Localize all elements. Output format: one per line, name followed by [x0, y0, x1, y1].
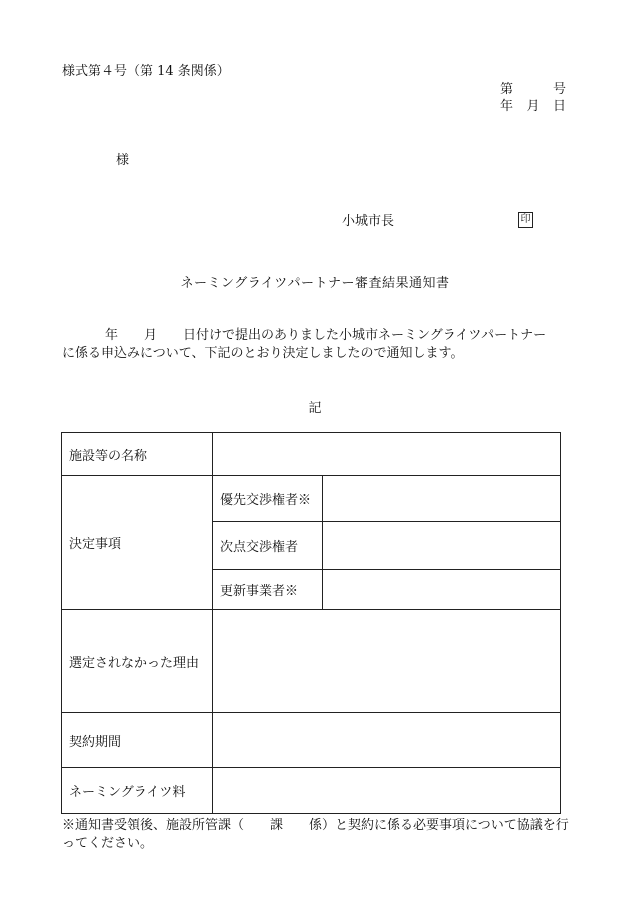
table-row: [62, 713, 561, 768]
priority-negotiator-field[interactable]: [323, 476, 561, 522]
result-table: [61, 432, 561, 814]
date-year: 年: [500, 99, 514, 114]
table-row: [62, 768, 561, 814]
renewal-operator-label: 更新事業者※: [213, 570, 323, 610]
body-year: 年: [105, 328, 119, 343]
document-number: [500, 82, 566, 98]
facility-name-label: 施設等の名称: [62, 433, 213, 476]
form-number: 様式第４号（第 14 条関係）: [62, 64, 230, 79]
decision-label: 決定事項: [62, 476, 213, 610]
table-row: [62, 610, 561, 713]
addressee-honorific: 様: [116, 153, 130, 168]
footnote: ※通知書受領後、施設所管課（ 課 係）と契約に係る必要事項について協議を行ってください。: [62, 818, 569, 851]
date-day: 日: [552, 99, 566, 114]
notice-body: [62, 327, 567, 363]
ki-heading: 記: [308, 401, 322, 416]
issue-date: [500, 99, 566, 115]
document-number-prefix: 第: [500, 82, 514, 97]
seal-mark: 印: [518, 212, 533, 228]
facility-name-field[interactable]: [213, 433, 561, 476]
reason-not-selected-field[interactable]: [213, 610, 561, 713]
issuer-name: 小城市長: [342, 214, 395, 229]
reason-not-selected-label: 選定されなかった理由: [62, 610, 213, 713]
naming-rights-fee-field[interactable]: [213, 768, 561, 814]
secondary-negotiator-field[interactable]: [323, 522, 561, 570]
secondary-negotiator-label: 次点交渉権者: [213, 522, 323, 570]
document-number-suffix: 号: [552, 82, 566, 97]
contract-period-label: 契約期間: [62, 713, 213, 768]
table-row: [62, 433, 561, 476]
date-month: 月: [526, 99, 540, 114]
renewal-operator-field[interactable]: [323, 570, 561, 610]
document-title: ネーミングライツパートナー審査結果通知書: [180, 276, 450, 291]
notice-body-line-2: に係る申込みについて、下記のとおり決定しましたので通知します。: [62, 346, 464, 361]
body-month: 月: [144, 328, 158, 343]
naming-rights-fee-label: ネーミングライツ料: [62, 768, 213, 814]
contract-period-field[interactable]: [213, 713, 561, 768]
table-row: [62, 476, 561, 522]
notice-body-line-1: [62, 327, 567, 345]
priority-negotiator-label: 優先交渉権者※: [213, 476, 323, 522]
body-line-1-text: 日付けで提出のありました小城市ネーミングライツパートナー: [183, 328, 547, 343]
